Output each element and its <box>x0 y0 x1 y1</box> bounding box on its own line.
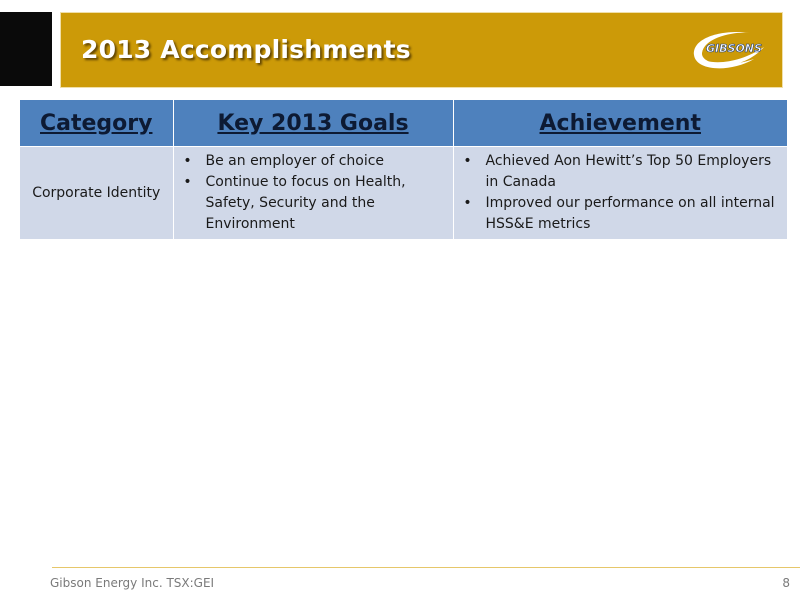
list-item <box>180 172 447 235</box>
goals-list <box>180 151 447 235</box>
footer-divider <box>52 567 800 568</box>
bullet-dot-icon: • <box>183 153 192 169</box>
goal-text: Be an employer of choice <box>205 153 385 169</box>
achievement-text: Achieved Aon Hewitt’s Top 50 Employers in Canada <box>485 153 772 190</box>
header-category: Category <box>20 100 173 147</box>
achievement-cell <box>453 147 787 240</box>
list-item <box>460 193 782 235</box>
slide-title: 2013 Accomplishments <box>81 35 411 64</box>
achievements-list <box>460 151 782 235</box>
header-achievement: Achievement <box>453 100 787 147</box>
achievement-text: Improved our performance on all internal HSS&E metrics <box>485 195 775 232</box>
bullet-dot-icon: • <box>463 195 472 211</box>
logo-text: GIBSONS <box>706 42 762 55</box>
table-row <box>20 147 787 240</box>
list-item <box>180 151 447 172</box>
gibsons-logo <box>684 25 768 75</box>
table-header-row <box>20 100 787 147</box>
bullet-dot-icon: • <box>183 174 192 190</box>
goal-text: Continue to focus on Health, Safety, Security and the Environment <box>205 174 406 232</box>
bullet-dot-icon: • <box>463 153 472 169</box>
page-number: 8 <box>782 576 790 590</box>
title-bar <box>60 12 783 88</box>
decorative-black-block <box>0 12 52 86</box>
category-cell: Corporate Identity <box>20 147 173 240</box>
goals-cell <box>173 147 453 240</box>
footer-company: Gibson Energy Inc. TSX:GEI <box>50 576 215 590</box>
list-item <box>460 151 782 193</box>
accomplishments-table <box>20 100 787 239</box>
header-key-goals: Key 2013 Goals <box>173 100 453 147</box>
